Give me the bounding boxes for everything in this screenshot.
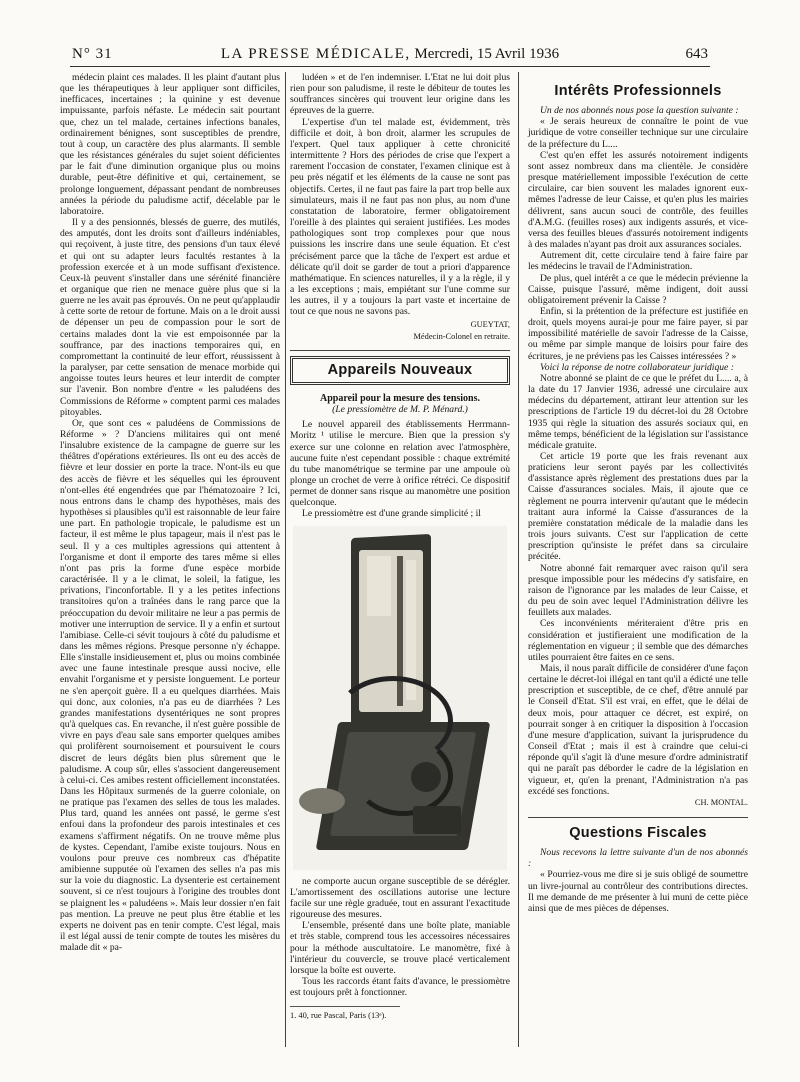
paragraph: Mais, il nous paraît difficile de considérer d'une façon certaine le décret-loi illégal en tant qu'il a édicté une telle prescription et susceptible, de ce chef, d'être annulé par le Conseil d'Etat. S'il est vrai, en effet, que le délai de deux mois, pour attaquer ce décret, est expiré, on pourrait songer à en critiquer la disposition à l'occasion d'une mesure d'application, suivant la jurisprudence du Conseil d'Etat ; mais il est à craindre que celui-ci réponde qu'il s'agit là d'une mesure d'ordre administratif qui ne paraît pas déborder le cadre de la législation en vigueur, et, qu'en la prenant, l'Administration n'a pas excédé ses fonctions. [528,662,748,797]
paragraph: Le nouvel appareil des établissements Herrmann-Moritz ¹ utilise le mercure. Bien que la pression s'y exerce sur une colonne en relation avec l'atmosphère, aucune fuite n'est cependant possible : chaque extrémité du tube manométrique se termine par une ampoule où plonge un crochet de verre à orifice rétréci. Ce dispositif permet de donner sans risque au manomètre une position quelconque. [290,419,510,509]
article-subtitle-author: (Le pressiomètre de M. P. Ménard.) [332,404,468,416]
paragraph: C'est qu'en effet les assurés notoirement indigents sont assez nombreux dans ma clientèle. Je considère presque matériellement impossible l'exécution de cette circulaire, car bien souvent les malades ignorent eux-mêmes l'adresse de leur Caisse, et qu'en plus les mairies délivrent, sans aucun souci de contrôle, des feuilles d'A.M.G. (feuilles roses) aux indigents assurés, et vice-versa des feuilles bleues d'assurés notoirement indigents à des malades n'ayant pas droit aux assurances sociales. [528,149,748,251]
paragraph: L'expertise d'un tel malade est, évidemment, très difficile et doit, à bon droit, alarmer les scrupules de l'expert. Quel taux appliquer à cette chronicité intermittente ? Hors des périodes de crise que l'expert a rarement l'occasion de constater, l'examen clinique est à peu près négatif et les éléments de la cause ne sont pas objectifs. Certes, il ne faut pas faire la part trop belle aux simulateurs, mais il ne faut pas non plus, au nom d'une constatation de laboratoire, fermer obligatoirement l'oreille à des plaintes qui seraient justifiées. Les modes pathologiques sont trop complexes pour que nous puissions les inscrire dans une seule équation. Et c'est précisément parce que la tâche de l'expert est ardue et délicate qu'il doit se garder de tout a priori d'apparence mathématique. En sciences naturelles, il y a la règle, il y a les exceptions ; mais, empiétant sur l'une comme sur les autres, il y a toujours la part vaste et incertaine de tout ce que nous ne savons pas. [290,116,510,318]
s1-reply [528,373,748,797]
paragraph: Notre abonné fait remarquer avec raison qu'il sera presque impossible pour les médecins d'y satisfaire, en raison de l'ignorance par les malades de leur Caisse, et du peu de soin avec lequel l'Administration délivre les feuillets aux malades. [528,562,748,619]
section-box-appareils [290,356,510,385]
col2-intro [290,72,510,317]
article-column-3 [528,80,748,914]
paragraph: « Je serais heureux de connaître le point de vue juridique de votre conseiller technique sur une circulaire de la préfecture du L.... [528,116,748,150]
issue-date: Mercredi, 15 Avril 1936 [414,46,560,62]
journal-title [70,46,710,63]
section-divider-2 [528,817,748,818]
stethoscope-bell [411,762,441,792]
col1-body [60,72,280,953]
signature-name: GUEYTAT, [470,320,510,330]
s2-intro: Nous recevons la lettre suivante d'un de nos abonnés : [528,847,748,870]
section-title-fiscales: Questions Fiscales [569,825,707,841]
section-title-interets: Intérêts Professionnels [554,83,722,99]
paragraph: Ces inconvénients mériteraient d'être pris en considération et justifieraient une modification de la réglementation en vigueur ; il semble que des démarches utiles pourraient être faites en ce sens. [528,618,748,663]
paragraph: Enfin, si la prétention de la préfecture est justifiée en droit, quels moyens aurai-je pour me faire payer, si par impossibilité matérielle de savoir l'adresse de la Caisse, ou même par simple manque de loisirs pour faire des écritures, je ne préviens pas les Caisses intéressées ? » [528,305,748,362]
s2-letter [528,869,748,914]
page-header [70,44,710,67]
paragraph: « Pourriez-vous me dire si je suis obligé de soumettre un livre-journal au contrôleur des contributions directes. Il me demande de me présenter à lui muni de cette pièce ainsi que de mes pièces de dépenses. [528,869,748,914]
paragraph: médecin plaint ces malades. Il les plaint d'autant plus que les thérapeutiques à leur appliquer sont difficiles, inefficaces, incertaines ; la quinine y est devenue impuissante, parfois néfaste. Le médecin sait pourtant que, chez un tel malade, certaines infections banales, ordinairement bénignes, sont susceptibles de prendre, tout à coup, un caractère des plus alarmants. Il semble que les résistances générales du sujet soient déficientes par le fait d'une diminution organique plus ou moins durable, peut-être définitive et qui, certainement, se prolonge longuement, dépassant pendant de nombreuses années la période du paludisme actif, décelable par le laboratoire. [60,72,280,217]
cuff [413,806,461,834]
paragraph: Tous les raccords étant faits d'avance, le pressiomètre est toujours prêt à fonctionner. [290,976,510,999]
footnote: 1. 40, rue Pascal, Paris (13ᵉ). [290,1006,400,1021]
paragraph: ne comporte aucun organe susceptible de se dérégler. L'amortissement des oscillations autorise une lecture facile sur une règle graduée, tout en assurant l'exactitude rigoureuse des mesures. [290,875,510,921]
paragraph: L'ensemble, présenté dans une boîte plate, maniable et très stable, comprend tous les accessoires nécessaires pour la méthode auscultatoire. Le manomètre, fixé à l'intérieur du couvercle, se trouve placé verticalement lorsque la boîte est ouverte. [290,920,510,976]
column-rule-left [285,72,286,1047]
col2-pre-photo [290,419,510,519]
signature-title: Médecin-Colonel en retraite. [413,331,510,341]
page-number: 643 [685,46,708,62]
paragraph: Or, que sont ces « paludéens de Commissions de Réforme » ? D'anciens militaires qui ont mené l'insalubre existence de la campagne de guerre sur les théâtres d'opérations extérieures. Ils ont eu des accès de fièvre et leur dossier en porte la trace. N'ont-ils eu que des accès de fièvre et les séquelles qui les éprouvent n'ont-elles été engendrées que par l'hématozoaire ? Ici, nous entrons dans le champ des hypothèses, mais des hypothèses si plausibles qu'il est raisonnable de leur faire une part. En pathologie tropicale, le paludisme est un facteur, il est même le plus tapageur, mais il n'est pas le seul. Il y a ces multiples agressions qui attentent à l'organisme et dont il emporte des tares même si elles n'ont pas pris la forme d'une espèce morbide caractérisée. Il y a le climat, le soleil, la fatigue, les privations, l'inconfortable. Il y a les petites infections transitoires qu'on a traînées dans le rang parce que la préoccupation du devoir militaire ne leur a pas permis de motiver une interruption de service. Il y a enfin et surtout l'amibiase. Celle-ci sévit toujours à côté du paludisme et dans les mêmes régions. Presque personne n'y échappe. Elle s'installe insidieusement et, plus ou moins combinée avec une faune intestinale presque aussi nocive, elle envahit l'organisme et y persiste longuement. Le porteur ne s'en aperçoit guère. Il a eu quelques diarrhées. Mais qui donc, aux colonies, n'a pas eu de diarrhées ? Les grandes manifestations dysentériques ne sont propres qu'à quelques cas. En revanche, il n'est guère possible de vivre en pays d'eau sale sans emporter quelques amibes qui prolifèrent sournoisement et poursuivent le cours discret de leurs dégâts bien plus sûrement que le paludisme. A coup sûr, elles s'associent dangereusement à celui-ci. Ces amibes restent officiellement inconstatées. Dans les Hôpitaux surmenés de la guerre coloniale, on ne pratique pas l'examen des selles de tous les malades. Plus tard, quand les années ont passé, le germe s'est enfoui dans la profondeur des parois intestinales et ces examens s'affirment négatifs. On ne trouve même plus de kystes. Cependant, l'amibe existe toujours. Nous en voulons pour preuve ces nombreux cas d'hépatite amibienne supputée où l'examen des selles n'a pas mis sur la voie du diagnostic. La dysenterie est certainement souvent, si ce n'est toujours à l'origine des troubles dont se plaignent les « paludéens ». Mais leur dossier n'en fait pas mention. La preuve ne peut plus être établie et les experts ne doivent pas en tenir compte. C'est légal, mais il est légal aussi de tenir compte de toutes les misères du malade dit « pa- [60,417,280,954]
s1-intro: Un de nos abonnés nous pose la question suivante : [540,105,739,117]
s1-signature: CH. MONTAL. [694,797,748,807]
journal-name: LA PRESSE MÉDICALE, [220,46,411,62]
paragraph: Cet article 19 porte que les frais revenant aux praticiens leur seront payés par les collectivités d'assistance après règlement des prestations dues par la Caisse d'assurances sociales. Mais, il ajoute que ce règlement ne pourra intervenir qu'autant que le médecin traitant aura informé la Caisse d'assurances de la première constatation médicale de la maladie dans les trois jours suivants. C'est sur l'application de cette prescription qu'insiste le préfet dans sa circulaire précitée. [528,451,748,563]
s1-letter [528,116,748,361]
article-subtitle: Appareil pour la mesure des tensions. [319,392,481,404]
article-column-1 [60,72,280,953]
paragraph: Notre abonné se plaint de ce que le préfet du L.... a, à la date du 17 Janvier 1936, adressé une circulaire aux médecins du département, attirant leur attention sur les prescriptions de l'article 19 du décret-loi du 28 Octobre 1935 qui règle la situation des assurés sociaux qui, en même temps, bénéficient de la législation sur l'assistance médicale gratuite. [528,372,748,451]
article-column-2 [290,72,510,1022]
paragraph: ludéen » et de l'en indemniser. L'Etat ne lui doit plus rien pour son paludisme, il reste le débiteur de toutes les souffrances sincères qui trouvent leur origine dans les épreuves de la guerre. [290,72,510,117]
paragraph: Il y a des pensionnés, blessés de guerre, des mutilés, des amputés, dont les droits sont d'ailleurs indéniables, qui reçoivent, à juste titre, des pensions d'un taux élevé et qui ont su adapter leurs facultés restantes à la profession exercée et à un mode suffisant d'existence. Ceux-là peuvent s'installer dans une sérénité financière et organique que rien ne menace guère plus que si la guerre ne les avait pas éprouvés. On ne peut qu'applaudir à cette sorte de retour de fortune. Mais on a le droit aussi de dépenser un peu de compassion pour le sort de certains malades dont la vie est empoisonnée par la souffrance, par des inactions temporaires qui, en compromettant la continuité de leur effort, réussissent à la paralyser, par cette sensation de menace morbide qui angoisse toutes leurs heures et leur interdit de compter sur l'avenir. Bon nombre d'entre « les paludéens des Commissions de Réforme » comptent parmi ces malades pitoyables. [60,217,280,418]
col2-post-photo [290,876,510,999]
paragraph: Autrement dit, cette circulaire tend à faire faire par les médecins le travail de l'Administration. [528,250,748,273]
section-title-appareils: Appareils Nouveaux [327,361,473,378]
scale-label [367,556,391,616]
inflation-bulb [299,788,345,814]
issue-number: N° 31 [72,46,113,62]
paragraph: Le pressiomètre est d'une grande simplicité ; il [302,508,481,520]
paragraph: De plus, quel intérêt a ce que le médecin prévienne la Caisse, puisque l'assuré, même indigent, doit aussi obligatoirement prévenir la Caisse ? [528,272,748,306]
pressiometer-photo [293,526,507,870]
column-rule-right [518,72,519,1047]
s1-reply-intro: Voici la réponse de notre collaborateur juridique : [540,361,734,373]
section-divider [290,350,510,351]
